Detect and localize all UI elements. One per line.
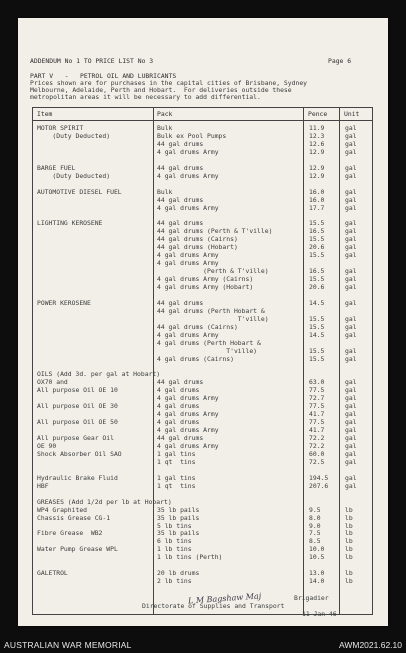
row-pack: 1 gal tins <box>157 473 196 482</box>
price-table <box>32 107 373 615</box>
row-pack: 6 lb tins <box>157 537 192 546</box>
row-pack: 4 gal drums Army <box>157 203 219 212</box>
row-price: 63.0 <box>309 378 325 387</box>
archive-reference: AWM2021.62.10 <box>339 640 402 650</box>
row-price: 15.5 <box>309 251 325 260</box>
row-price: 20.6 <box>309 283 325 291</box>
row-unit: gal <box>345 171 357 180</box>
row-price: 9.0 <box>309 521 321 530</box>
row-item: Shock Absorber Oil SAO <box>37 449 122 458</box>
row-pack: 44 gal drums (Cairns) <box>157 235 238 244</box>
row-price: 9.5 <box>309 505 321 514</box>
row-price: 15.5 <box>309 219 325 228</box>
intro-line: Prices shown are for purchases in the capital cities of Brisbane, Sydney <box>30 79 308 87</box>
row-item: BARGE FUEL <box>37 163 76 172</box>
row-item: All purpose Oil OE 30 <box>37 402 118 411</box>
row-price: 7.5 <box>309 529 321 538</box>
row-pack: 35 lb pails <box>157 513 200 522</box>
row-pack: 4 gal drums Army <box>157 259 219 268</box>
row-price: 13.0 <box>309 569 325 578</box>
row-item: POWER KEROSENE <box>37 298 91 307</box>
row-item: AUTOMOTIVE DIESEL FUEL <box>37 187 122 196</box>
row-pack: 1 qt tins <box>157 457 196 466</box>
row-price: 60.0 <box>309 449 325 458</box>
row-price: 14.0 <box>309 577 325 586</box>
row-price: 72.2 <box>309 434 325 443</box>
row-pack: 4 gal drums Army <box>157 171 219 180</box>
row-unit: gal <box>345 481 357 490</box>
row-price: 194.5 <box>309 473 329 482</box>
row-item: GALETROL <box>37 569 68 578</box>
row-item: MOTOR SPIRIT <box>37 124 84 132</box>
row-pack: (Perth & T'ville) <box>157 267 269 276</box>
intro-line: metropolitan areas it will be necessary to add differential. <box>30 93 261 101</box>
row-unit: gal <box>345 227 357 236</box>
row-price: 10.0 <box>309 545 325 554</box>
handwritten-signature: L M Bagshaw Maj <box>187 591 262 606</box>
row-unit: lb <box>345 545 353 554</box>
row-price: 72.5 <box>309 457 325 466</box>
row-price: 41.7 <box>309 426 325 435</box>
row-unit: gal <box>345 426 357 435</box>
row-unit: gal <box>345 147 357 156</box>
row-price: 16.5 <box>309 267 325 276</box>
row-pack: Bulk <box>157 124 173 132</box>
row-price: 15.5 <box>309 314 325 323</box>
row-price: 16.5 <box>309 227 325 236</box>
row-pack: 4 gal drums Army <box>157 394 219 403</box>
document-page <box>18 18 388 626</box>
row-pack: 2 lb tins <box>157 577 192 586</box>
row-pack: 44 gal drums (Perth & T'ville) <box>157 227 273 236</box>
row-price: 15.5 <box>309 354 325 363</box>
row-unit: gal <box>345 187 357 196</box>
row-pack: 4 gal drums Army <box>157 251 219 260</box>
row-price: 10.5 <box>309 553 325 562</box>
row-unit: gal <box>345 124 357 132</box>
row-pack: 44 gal drums (Hobart) <box>157 243 238 252</box>
row-pack: 4 gal drums Army <box>157 147 219 156</box>
row-price: 12.3 <box>309 131 325 140</box>
row-price: 15.5 <box>309 275 325 284</box>
row-item: Chassis Grease CG-1 <box>37 513 111 522</box>
row-price: 8.0 <box>309 513 321 522</box>
row-price: 11.9 <box>309 124 325 132</box>
row-unit: gal <box>345 394 357 403</box>
row-unit: gal <box>345 219 357 228</box>
column-header-pack: Pack <box>157 110 173 118</box>
row-price: 15.5 <box>309 235 325 244</box>
row-unit: gal <box>345 410 357 419</box>
row-pack: 4 gal drums Army (Cairns) <box>157 275 254 284</box>
row-unit: gal <box>345 195 357 204</box>
row-unit: gal <box>345 330 357 339</box>
row-item: (Duty Deducted) <box>37 131 111 140</box>
page-number: Page 6 <box>328 57 352 65</box>
row-price: 77.5 <box>309 402 325 411</box>
row-price: 207.6 <box>309 481 329 490</box>
row-pack: 1 lb tins <box>157 545 192 554</box>
row-unit: lb <box>345 505 353 514</box>
signature-date: 11 Jan 46 <box>302 610 337 618</box>
row-pack: 35 lb pails <box>157 505 200 514</box>
row-unit: lb <box>345 553 353 562</box>
row-unit: lb <box>345 529 353 538</box>
row-pack: 1 qt tins <box>157 481 196 490</box>
row-unit: gal <box>345 354 357 363</box>
row-price: 17.7 <box>309 203 325 212</box>
row-unit: lb <box>345 537 353 546</box>
row-pack: 1 lb tins (Perth) <box>157 553 223 562</box>
row-pack: 44 gal drums <box>157 163 204 172</box>
row-unit: gal <box>345 322 357 331</box>
row-pack: 5 lb tins <box>157 521 192 530</box>
row-pack: T'ville) <box>157 314 269 323</box>
row-unit: gal <box>345 442 357 450</box>
row-item: All purpose Oil OE 50 <box>37 418 118 427</box>
row-pack: 44 gal drums <box>157 298 204 307</box>
signatory-office: Directorate of Supplies and Transport <box>142 602 285 610</box>
row-price: 77.5 <box>309 418 325 427</box>
row-pack: 35 lb pails <box>157 529 200 538</box>
row-item: OILS (Add 3d. per gal at Hobart) <box>37 370 161 379</box>
row-price: 20.6 <box>309 243 325 252</box>
row-unit: gal <box>345 131 357 140</box>
row-unit: gal <box>345 378 357 387</box>
row-price: 8.5 <box>309 537 321 546</box>
row-pack: Bulk ex Pool Pumps <box>157 131 227 140</box>
row-item: GREASES (Add 1/2d per lb at Hobart) <box>37 497 172 506</box>
header-divider <box>33 120 372 121</box>
archive-footer <box>0 637 406 653</box>
row-unit: gal <box>345 251 357 260</box>
row-unit: gal <box>345 449 357 458</box>
row-unit: gal <box>345 243 357 252</box>
row-unit: gal <box>345 418 357 427</box>
row-unit: lb <box>345 521 353 530</box>
row-item: OX70 and <box>37 378 68 387</box>
row-unit: gal <box>345 473 357 482</box>
row-unit: gal <box>345 386 357 395</box>
row-unit: gal <box>345 203 357 212</box>
row-unit: gal <box>345 457 357 466</box>
row-price: 72.7 <box>309 394 325 403</box>
row-price: 15.5 <box>309 346 325 355</box>
row-unit: lb <box>345 577 353 586</box>
row-item: LIGHTING KEROSENE <box>37 219 103 228</box>
row-item: WP4 Graphited <box>37 505 88 514</box>
row-pack: 4 gal drums Army <box>157 426 219 435</box>
row-pack: 20 lb drums <box>157 569 200 578</box>
row-item: All purpose Oil OE 10 <box>37 386 118 395</box>
intro-line: Melbourne, Adelaide, Perth and Hobart. For deliveries outside these <box>30 86 292 94</box>
row-pack: 44 gal drums (Perth Hobart & <box>157 306 265 315</box>
row-pack: 44 gal drums <box>157 434 204 443</box>
row-unit: gal <box>345 314 357 323</box>
column-divider <box>303 108 304 614</box>
row-unit: gal <box>345 283 357 291</box>
row-unit: gal <box>345 235 357 244</box>
row-pack: 44 gal drums <box>157 195 204 204</box>
row-pack: 4 gal drums Army (Hobart) <box>157 283 254 291</box>
row-pack: 4 gal drums Army <box>157 442 219 450</box>
document-title: ADDENDUM No 1 TO PRICE LIST No 3 <box>30 57 154 65</box>
row-price: 12.9 <box>309 171 325 180</box>
part-heading: PART V - PETROL OIL AND LUBRICANTS <box>30 72 177 80</box>
row-pack: 44 gal drums <box>157 378 204 387</box>
row-unit: gal <box>345 402 357 411</box>
row-price: 72.2 <box>309 442 325 450</box>
column-divider <box>153 108 154 614</box>
row-price: 16.0 <box>309 187 325 196</box>
row-unit: gal <box>345 434 357 443</box>
row-pack: 1 gal tins <box>157 449 196 458</box>
row-unit: lb <box>345 513 353 522</box>
row-item: (Duty Deducted) <box>37 171 111 180</box>
row-item: OE 90 <box>37 442 57 450</box>
row-price: 12.9 <box>309 147 325 156</box>
row-unit: gal <box>345 275 357 284</box>
row-pack: 44 gal drums (Cairns) <box>157 322 238 331</box>
row-pack: 4 gal drums <box>157 386 200 395</box>
row-price: 16.0 <box>309 195 325 204</box>
row-price: 14.5 <box>309 330 325 339</box>
row-price: 12.9 <box>309 163 325 172</box>
signatory-rank: Brigadier <box>294 594 329 602</box>
row-pack: 4 gal drums <box>157 418 200 427</box>
row-price: 12.6 <box>309 139 325 148</box>
row-item: Hydraulic Brake Fluid <box>37 473 118 482</box>
archive-name: AUSTRALIAN WAR MEMORIAL <box>4 640 132 650</box>
column-divider <box>339 108 340 614</box>
row-pack: 4 gal drums (Perth Hobart & <box>157 338 261 347</box>
row-item: Fibre Grease WB2 <box>37 529 103 538</box>
row-unit: gal <box>345 267 357 276</box>
row-unit: gal <box>345 346 357 355</box>
row-pack: 4 gal drums (Cairns) <box>157 354 234 363</box>
column-header-unit: Unit <box>344 110 360 118</box>
column-header-item: Item <box>37 110 53 118</box>
row-item: Water Pump Grease WPL <box>37 545 118 554</box>
row-price: 15.5 <box>309 322 325 331</box>
row-pack: 44 gal drums <box>157 139 204 148</box>
row-pack: 4 gal drums <box>157 402 200 411</box>
row-unit: gal <box>345 298 357 307</box>
row-item: All purpose Gear Oil <box>37 434 114 443</box>
row-pack: 44 gal drums <box>157 219 204 228</box>
column-header-pence: Pence <box>308 110 328 118</box>
row-pack: 4 gal drums Army <box>157 410 219 419</box>
row-pack: T'ville) <box>157 346 258 355</box>
row-price: 41.7 <box>309 410 325 419</box>
row-pack: Bulk <box>157 187 173 196</box>
row-pack: 4 gal drums Army <box>157 330 219 339</box>
row-unit: gal <box>345 139 357 148</box>
row-price: 77.5 <box>309 386 325 395</box>
row-price: 14.5 <box>309 298 325 307</box>
row-unit: gal <box>345 163 357 172</box>
row-unit: lb <box>345 569 353 578</box>
row-item: HBF <box>37 481 49 490</box>
